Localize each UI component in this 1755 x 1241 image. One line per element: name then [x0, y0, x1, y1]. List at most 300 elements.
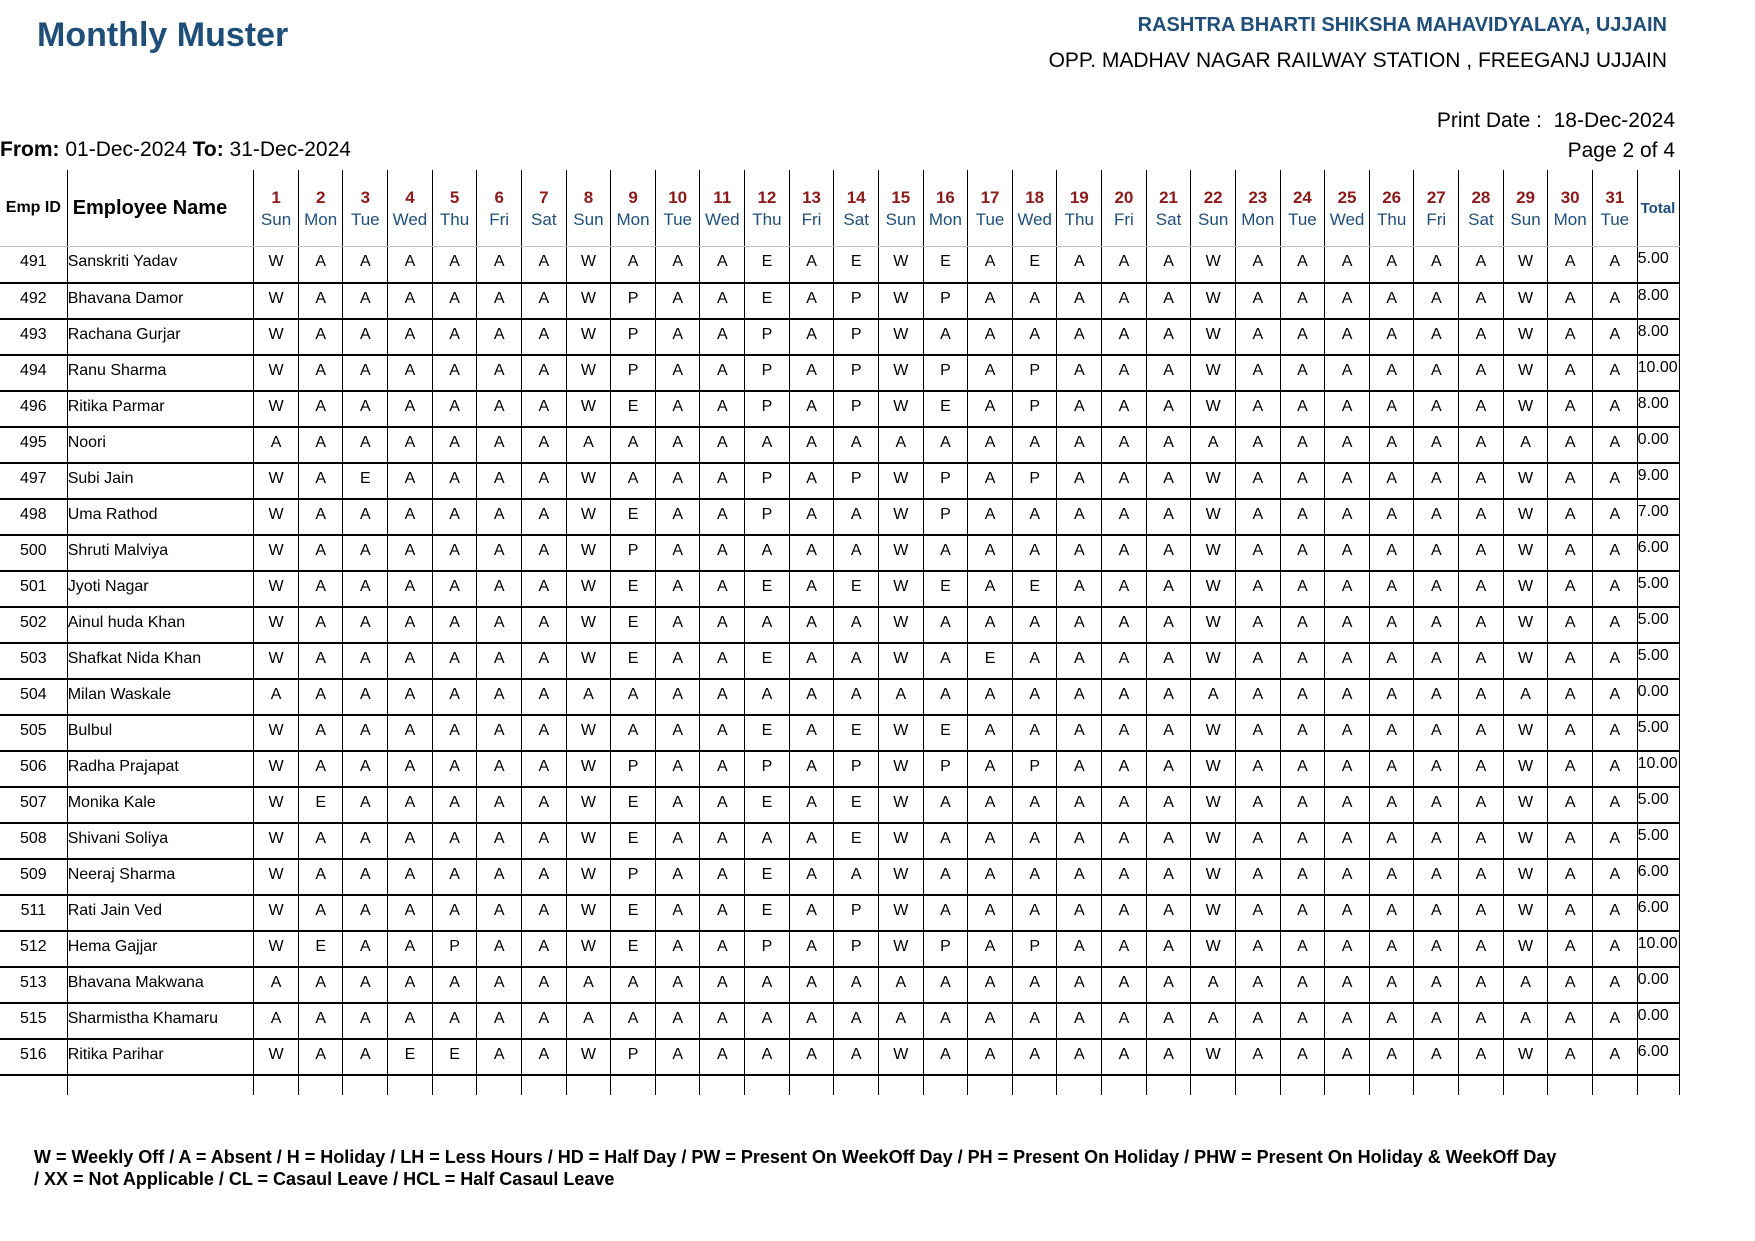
- attendance-cell: W: [1503, 643, 1548, 679]
- attendance-cell: W: [1191, 499, 1236, 535]
- attendance-cell: A: [1235, 1039, 1280, 1075]
- attendance-cell: A: [298, 823, 343, 859]
- attendance-cell: A: [388, 715, 433, 751]
- day-header: [878, 170, 923, 247]
- attendance-cell: A: [1369, 319, 1414, 355]
- attendance-cell: A: [298, 319, 343, 355]
- attendance-cell: A: [834, 1003, 879, 1039]
- attendance-cell: W: [566, 895, 611, 931]
- attendance-cell: A: [388, 535, 433, 571]
- table-row: [0, 643, 1680, 679]
- attendance-cell: W: [254, 535, 299, 571]
- attendance-cell: A: [298, 751, 343, 787]
- attendance-cell: A: [611, 463, 656, 499]
- attendance-cell: A: [1102, 967, 1147, 1003]
- col-header-emp-id: Emp ID: [0, 170, 67, 247]
- total-cell: 5.00: [1637, 787, 1679, 823]
- attendance-cell: W: [254, 787, 299, 823]
- emp-id-cell: 494: [0, 355, 67, 391]
- day-number: 31: [1605, 188, 1625, 207]
- attendance-cell: A: [878, 679, 923, 715]
- day-header: [1548, 170, 1593, 247]
- attendance-cell: A: [655, 715, 700, 751]
- attendance-cell: A: [1369, 571, 1414, 607]
- attendance-cell: A: [477, 391, 522, 427]
- attendance-cell: A: [923, 787, 968, 823]
- attendance-cell: A: [1235, 427, 1280, 463]
- print-date-label: Print Date :: [1436, 109, 1542, 132]
- attendance-cell: A: [1102, 1003, 1147, 1039]
- attendance-cell: W: [566, 391, 611, 427]
- day-number: 1: [271, 188, 281, 207]
- empty-cell: [0, 1075, 67, 1095]
- day-name: Fri: [1114, 210, 1134, 229]
- attendance-cell: A: [1280, 427, 1325, 463]
- attendance-cell: A: [1325, 643, 1370, 679]
- attendance-cell: W: [1191, 463, 1236, 499]
- attendance-cell: A: [789, 499, 834, 535]
- attendance-cell: A: [1325, 1003, 1370, 1039]
- empty-cell: [1235, 1075, 1280, 1095]
- attendance-cell: A: [1369, 391, 1414, 427]
- attendance-cell: A: [432, 391, 477, 427]
- attendance-cell: A: [1548, 1039, 1593, 1075]
- attendance-cell: A: [388, 427, 433, 463]
- attendance-cell: A: [1235, 643, 1280, 679]
- day-header: [298, 170, 343, 247]
- legend: [34, 1146, 1674, 1190]
- employee-name-cell: Radha Prajapat: [67, 751, 254, 787]
- employee-name-cell: Jyoti Nagar: [67, 571, 254, 607]
- attendance-cell: W: [1191, 607, 1236, 643]
- attendance-cell: A: [477, 1039, 522, 1075]
- attendance-cell: A: [1369, 931, 1414, 967]
- total-cell: 5.00: [1637, 643, 1679, 679]
- attendance-cell: A: [388, 895, 433, 931]
- attendance-cell: W: [1503, 787, 1548, 823]
- attendance-cell: A: [1414, 535, 1459, 571]
- attendance-cell: W: [1503, 895, 1548, 931]
- attendance-cell: A: [1414, 283, 1459, 319]
- employee-name-cell: Neeraj Sharma: [67, 859, 254, 895]
- attendance-cell: P: [611, 355, 656, 391]
- attendance-cell: A: [298, 1039, 343, 1075]
- attendance-cell: P: [923, 355, 968, 391]
- table-row: [0, 355, 1680, 391]
- attendance-cell: A: [1280, 607, 1325, 643]
- attendance-cell: A: [1414, 607, 1459, 643]
- attendance-cell: A: [521, 1039, 566, 1075]
- attendance-cell: W: [254, 571, 299, 607]
- attendance-cell: A: [521, 643, 566, 679]
- attendance-cell: A: [298, 535, 343, 571]
- attendance-cell: P: [923, 499, 968, 535]
- day-number: 12: [757, 188, 777, 207]
- attendance-cell: E: [968, 643, 1013, 679]
- emp-id-cell: 502: [0, 607, 67, 643]
- attendance-cell: P: [432, 931, 477, 967]
- attendance-cell: W: [1191, 355, 1236, 391]
- attendance-cell: W: [1503, 535, 1548, 571]
- attendance-cell: W: [1191, 319, 1236, 355]
- attendance-cell: A: [1325, 715, 1370, 751]
- attendance-cell: A: [477, 643, 522, 679]
- attendance-cell: A: [1459, 823, 1504, 859]
- attendance-cell: W: [254, 607, 299, 643]
- attendance-cell: W: [254, 463, 299, 499]
- attendance-cell: A: [298, 643, 343, 679]
- attendance-cell: A: [1325, 247, 1370, 283]
- attendance-cell: A: [1325, 427, 1370, 463]
- attendance-cell: A: [655, 319, 700, 355]
- attendance-cell: A: [432, 535, 477, 571]
- attendance-cell: P: [834, 895, 879, 931]
- day-name: Thu: [439, 210, 470, 229]
- attendance-cell: A: [1369, 1003, 1414, 1039]
- attendance-cell: A: [1146, 355, 1191, 391]
- attendance-cell: P: [611, 535, 656, 571]
- attendance-cell: A: [655, 931, 700, 967]
- col-header-total: Total: [1637, 170, 1679, 247]
- attendance-cell: A: [1459, 967, 1504, 1003]
- attendance-cell: E: [745, 859, 790, 895]
- attendance-cell: A: [298, 607, 343, 643]
- day-header: [1191, 170, 1236, 247]
- attendance-cell: W: [254, 247, 299, 283]
- attendance-cell: A: [655, 1039, 700, 1075]
- attendance-cell: A: [1057, 607, 1102, 643]
- attendance-cell: A: [1459, 283, 1504, 319]
- attendance-cell: A: [655, 571, 700, 607]
- emp-id-cell: 495: [0, 427, 67, 463]
- empty-cell: [1637, 1075, 1679, 1095]
- attendance-cell: A: [1459, 643, 1504, 679]
- attendance-cell: A: [968, 823, 1013, 859]
- attendance-cell: A: [1102, 1039, 1147, 1075]
- attendance-cell: A: [343, 679, 388, 715]
- employee-name-cell: Shivani Soliya: [67, 823, 254, 859]
- attendance-cell: E: [298, 931, 343, 967]
- emp-id-cell: 498: [0, 499, 67, 535]
- day-header: [343, 170, 388, 247]
- attendance-cell: A: [1592, 355, 1637, 391]
- attendance-cell: P: [834, 463, 879, 499]
- attendance-cell: A: [1548, 535, 1593, 571]
- attendance-cell: W: [254, 319, 299, 355]
- attendance-cell: A: [1057, 751, 1102, 787]
- attendance-cell: E: [298, 787, 343, 823]
- attendance-cell: W: [878, 931, 923, 967]
- day-header: [789, 170, 834, 247]
- day-number: 4: [405, 188, 415, 207]
- attendance-cell: A: [1280, 1003, 1325, 1039]
- total-cell: 0.00: [1637, 1003, 1679, 1039]
- attendance-cell: P: [745, 355, 790, 391]
- day-number: 24: [1292, 188, 1312, 207]
- attendance-cell: A: [1057, 715, 1102, 751]
- attendance-cell: A: [834, 1039, 879, 1075]
- attendance-cell: P: [745, 499, 790, 535]
- attendance-cell: A: [343, 643, 388, 679]
- table-row: [0, 859, 1680, 895]
- attendance-cell: A: [834, 679, 879, 715]
- attendance-cell: A: [1102, 751, 1147, 787]
- attendance-cell: A: [655, 499, 700, 535]
- attendance-cell: A: [834, 643, 879, 679]
- attendance-cell: A: [298, 967, 343, 1003]
- attendance-cell: A: [1280, 571, 1325, 607]
- attendance-cell: A: [789, 931, 834, 967]
- attendance-cell: A: [968, 895, 1013, 931]
- attendance-cell: A: [1102, 643, 1147, 679]
- empty-cell: [566, 1075, 611, 1095]
- attendance-cell: A: [254, 427, 299, 463]
- attendance-cell: A: [1280, 535, 1325, 571]
- attendance-cell: A: [521, 715, 566, 751]
- attendance-cell: A: [432, 859, 477, 895]
- attendance-cell: A: [1280, 1039, 1325, 1075]
- attendance-cell: A: [1057, 319, 1102, 355]
- attendance-cell: P: [745, 391, 790, 427]
- attendance-cell: A: [521, 319, 566, 355]
- attendance-cell: A: [834, 967, 879, 1003]
- table-row: [0, 283, 1680, 319]
- attendance-cell: A: [1414, 679, 1459, 715]
- attendance-cell: E: [745, 643, 790, 679]
- attendance-cell: P: [745, 463, 790, 499]
- attendance-cell: A: [1592, 679, 1637, 715]
- attendance-cell: A: [1012, 679, 1057, 715]
- attendance-cell: W: [1503, 571, 1548, 607]
- attendance-cell: A: [1459, 895, 1504, 931]
- attendance-cell: A: [655, 679, 700, 715]
- attendance-cell: A: [388, 283, 433, 319]
- empty-cell: [878, 1075, 923, 1095]
- total-cell: 0.00: [1637, 427, 1679, 463]
- attendance-cell: A: [1548, 823, 1593, 859]
- attendance-cell: A: [1280, 787, 1325, 823]
- attendance-cell: W: [1503, 355, 1548, 391]
- attendance-cell: W: [1503, 823, 1548, 859]
- total-cell: 5.00: [1637, 247, 1679, 283]
- emp-id-cell: 501: [0, 571, 67, 607]
- attendance-cell: A: [1235, 967, 1280, 1003]
- day-name: Sun: [885, 210, 916, 229]
- attendance-cell: A: [789, 967, 834, 1003]
- attendance-cell: A: [343, 607, 388, 643]
- attendance-cell: A: [1146, 1003, 1191, 1039]
- table-row: [0, 247, 1680, 283]
- empty-cell: [745, 1075, 790, 1095]
- attendance-cell: A: [1280, 355, 1325, 391]
- attendance-cell: A: [521, 391, 566, 427]
- day-header: [1592, 170, 1637, 247]
- attendance-cell: A: [477, 967, 522, 1003]
- attendance-cell: W: [878, 787, 923, 823]
- attendance-cell: A: [1102, 715, 1147, 751]
- employee-name-cell: Rati Jain Ved: [67, 895, 254, 931]
- attendance-cell: A: [745, 427, 790, 463]
- attendance-cell: A: [923, 535, 968, 571]
- attendance-cell: A: [1459, 391, 1504, 427]
- attendance-cell: E: [388, 1039, 433, 1075]
- attendance-cell: A: [521, 859, 566, 895]
- attendance-cell: A: [1592, 499, 1637, 535]
- attendance-cell: E: [1012, 571, 1057, 607]
- day-name: Mon: [928, 210, 962, 229]
- attendance-cell: W: [878, 283, 923, 319]
- attendance-cell: A: [1012, 499, 1057, 535]
- employee-name-cell: Ainul huda Khan: [67, 607, 254, 643]
- attendance-cell: A: [1414, 643, 1459, 679]
- empty-cell: [298, 1075, 343, 1095]
- attendance-cell: E: [834, 823, 879, 859]
- day-header: [655, 170, 700, 247]
- day-number: 30: [1560, 188, 1580, 207]
- day-header: [1325, 170, 1370, 247]
- attendance-cell: W: [566, 247, 611, 283]
- attendance-cell: A: [521, 427, 566, 463]
- attendance-cell: A: [477, 283, 522, 319]
- attendance-cell: A: [789, 391, 834, 427]
- attendance-cell: A: [611, 967, 656, 1003]
- attendance-cell: P: [611, 1039, 656, 1075]
- attendance-cell: A: [1369, 967, 1414, 1003]
- attendance-cell: A: [1102, 607, 1147, 643]
- attendance-cell: P: [1012, 931, 1057, 967]
- attendance-cell: W: [878, 355, 923, 391]
- day-name: Tue: [663, 210, 692, 229]
- attendance-cell: A: [1459, 1039, 1504, 1075]
- attendance-cell: A: [1012, 1039, 1057, 1075]
- empty-cell: [1057, 1075, 1102, 1095]
- attendance-cell: A: [432, 967, 477, 1003]
- attendance-cell: A: [1012, 715, 1057, 751]
- emp-id-cell: 516: [0, 1039, 67, 1075]
- attendance-cell: A: [1414, 427, 1459, 463]
- attendance-cell: A: [700, 571, 745, 607]
- attendance-cell: A: [968, 787, 1013, 823]
- attendance-cell: A: [789, 859, 834, 895]
- attendance-cell: A: [1280, 895, 1325, 931]
- day-name: Mon: [616, 210, 650, 229]
- attendance-cell: W: [1191, 535, 1236, 571]
- attendance-cell: A: [1414, 1003, 1459, 1039]
- day-number: 20: [1114, 188, 1134, 207]
- attendance-cell: A: [1459, 859, 1504, 895]
- attendance-cell: A: [878, 967, 923, 1003]
- attendance-cell: A: [1102, 679, 1147, 715]
- attendance-cell: A: [1548, 571, 1593, 607]
- attendance-cell: A: [388, 499, 433, 535]
- day-name: Wed: [392, 210, 428, 229]
- attendance-cell: A: [343, 319, 388, 355]
- attendance-cell: A: [700, 787, 745, 823]
- attendance-cell: A: [1235, 931, 1280, 967]
- day-header: [1280, 170, 1325, 247]
- attendance-cell: A: [700, 823, 745, 859]
- attendance-cell: A: [1057, 427, 1102, 463]
- attendance-cell: E: [432, 1039, 477, 1075]
- attendance-cell: A: [1414, 859, 1459, 895]
- attendance-cell: P: [834, 319, 879, 355]
- total-cell: 5.00: [1637, 571, 1679, 607]
- day-header: [1012, 170, 1057, 247]
- attendance-cell: A: [1057, 859, 1102, 895]
- attendance-cell: A: [477, 499, 522, 535]
- day-number: 14: [846, 188, 866, 207]
- attendance-cell: E: [611, 571, 656, 607]
- empty-cell: [254, 1075, 299, 1095]
- attendance-cell: A: [521, 607, 566, 643]
- attendance-cell: W: [254, 931, 299, 967]
- attendance-cell: A: [1414, 931, 1459, 967]
- attendance-cell: A: [432, 787, 477, 823]
- attendance-cell: A: [432, 1003, 477, 1039]
- attendance-cell: A: [1369, 499, 1414, 535]
- attendance-cell: A: [655, 643, 700, 679]
- attendance-cell: A: [1102, 391, 1147, 427]
- day-header: [1459, 170, 1504, 247]
- attendance-cell: A: [968, 859, 1013, 895]
- attendance-cell: A: [1459, 427, 1504, 463]
- attendance-cell: A: [1325, 931, 1370, 967]
- table-row: [0, 931, 1680, 967]
- attendance-cell: A: [1057, 247, 1102, 283]
- attendance-cell: A: [1057, 895, 1102, 931]
- emp-id-cell: 513: [0, 967, 67, 1003]
- attendance-cell: A: [968, 283, 1013, 319]
- attendance-cell: A: [1102, 823, 1147, 859]
- attendance-cell: E: [611, 499, 656, 535]
- emp-id-cell: 496: [0, 391, 67, 427]
- print-date-value: 18-Dec-2024: [1553, 109, 1675, 132]
- emp-id-cell: 491: [0, 247, 67, 283]
- attendance-cell: A: [789, 607, 834, 643]
- attendance-cell: A: [298, 499, 343, 535]
- attendance-cell: W: [878, 463, 923, 499]
- attendance-cell: A: [655, 607, 700, 643]
- day-header: [923, 170, 968, 247]
- attendance-cell: A: [521, 1003, 566, 1039]
- attendance-cell: A: [834, 535, 879, 571]
- attendance-cell: A: [1012, 283, 1057, 319]
- page-number: Page 2 of 4: [1567, 139, 1675, 162]
- attendance-cell: A: [700, 715, 745, 751]
- attendance-cell: A: [432, 427, 477, 463]
- day-name: Wed: [1017, 210, 1052, 229]
- attendance-cell: A: [789, 643, 834, 679]
- attendance-cell: A: [343, 1003, 388, 1039]
- attendance-cell: A: [1325, 391, 1370, 427]
- attendance-cell: A: [1235, 679, 1280, 715]
- attendance-cell: W: [878, 823, 923, 859]
- day-name: Fri: [489, 210, 510, 229]
- attendance-cell: A: [1012, 823, 1057, 859]
- attendance-cell: A: [1057, 1039, 1102, 1075]
- attendance-cell: W: [254, 751, 299, 787]
- employee-name-cell: Bulbul: [67, 715, 254, 751]
- attendance-cell: A: [1459, 715, 1504, 751]
- attendance-cell: A: [521, 679, 566, 715]
- to-label: To:: [192, 138, 224, 161]
- attendance-cell: W: [566, 859, 611, 895]
- table-row: [0, 715, 1680, 751]
- attendance-cell: A: [789, 1039, 834, 1075]
- day-number: 17: [980, 188, 1000, 207]
- attendance-cell: A: [388, 391, 433, 427]
- attendance-cell: A: [432, 715, 477, 751]
